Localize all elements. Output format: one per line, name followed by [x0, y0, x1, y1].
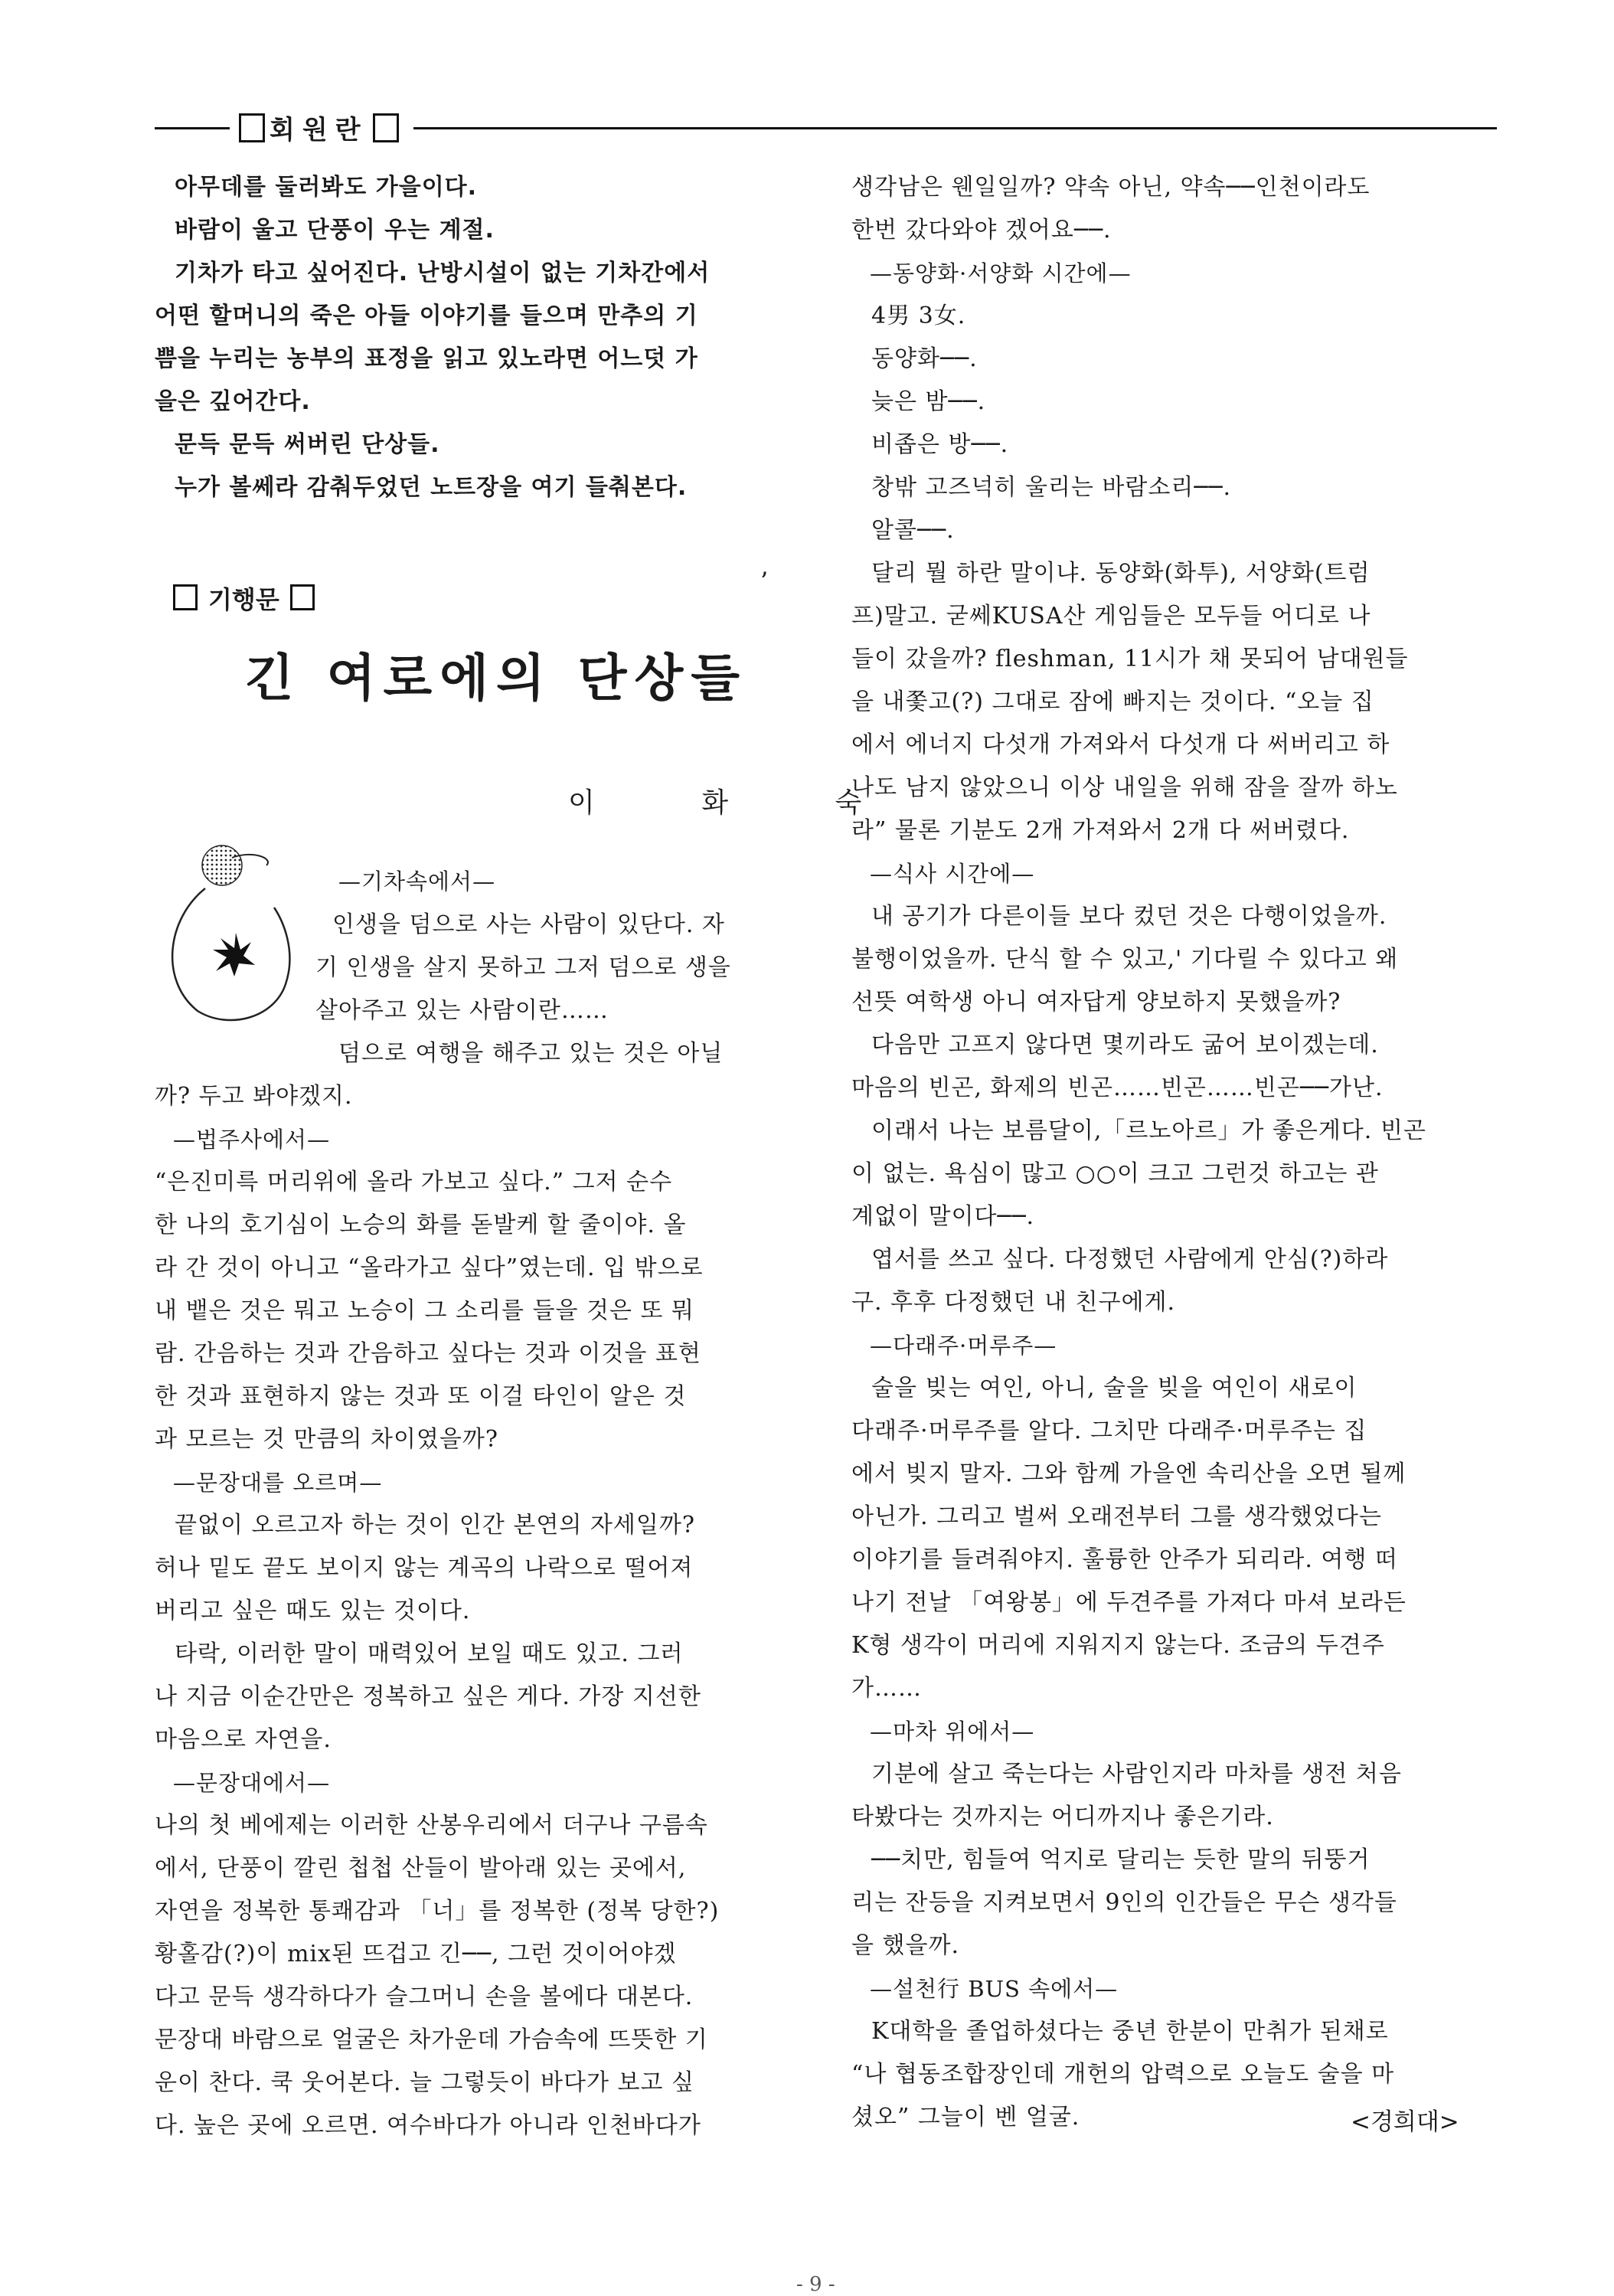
intro-line: 쁨을 누리는 농부의 표정을 읽고 있노라면 어느덧 가: [155, 345, 698, 372]
body-line: 한번 갔다와야 겠어요──.: [851, 217, 1112, 244]
section-label-text: 기행문: [208, 585, 279, 614]
body-line: 내 공기가 다른이들 보다 컸던 것은 다행이었을까.: [871, 903, 1387, 930]
intro-line: 누가 볼쎄라 감춰두었던 노트장을 여기 들춰본다.: [175, 474, 688, 501]
body-line: 문장대 바람으로 얼굴은 차가운데 가슴속에 뜨뜻한 기: [155, 2026, 708, 2053]
body-line: 나기 전날 「여왕봉」에 두견주를 가져다 마셔 보라든: [851, 1589, 1407, 1616]
subheading: —문장대를 오르며—: [173, 1470, 383, 1496]
body-line: “은진미륵 머리위에 올라 가보고 싶다.” 그저 순수: [155, 1169, 673, 1195]
body-line: 프)말고. 굳쎄KUSA산 게임들은 모두들 어디로 나: [851, 603, 1371, 630]
body-line: 나의 첫 베에제는 이러한 산봉우리에서 더구나 구름속: [155, 1812, 708, 1839]
body-line: 선뜻 여학생 아니 여자답게 양보하지 못했을까?: [851, 989, 1341, 1016]
body-line: 허나 밑도 끝도 보이지 않는 계곡의 나락으로 떨어져: [155, 1555, 694, 1581]
body-line: 황홀감(?)이 mix된 뜨겁고 긴──, 그런 것이어야겠: [155, 1941, 677, 1967]
article-author: 이 화 숙: [568, 787, 911, 819]
body-line: 다. 높은 곳에 오르면. 여수바다가 아니라 인천바다가: [155, 2112, 701, 2139]
intro-line: 바람이 울고 단풍이 우는 계절.: [175, 217, 495, 244]
subheading: —기차속에서—: [338, 868, 496, 895]
body-line: 4男 3女.: [871, 303, 966, 329]
page-number: - 9 -: [796, 2273, 835, 2296]
header-rule-right: [413, 127, 1497, 129]
body-line: 람. 간음하는 것과 간음하고 싶다는 것과 이것을 표현: [155, 1340, 701, 1367]
body-line: 들이 갔을까? fleshman, 11시가 채 못되어 남대원들: [851, 646, 1409, 672]
body-line: 달리 뭘 하란 말이냐. 동양화(화투), 서양화(트럼: [871, 560, 1371, 587]
body-line: 가……: [851, 1675, 922, 1702]
body-line: 끝없이 오르고자 하는 것이 인간 본연의 자세일까?: [175, 1512, 695, 1539]
body-line: 나 지금 이순간만은 정복하고 싶은 게다. 가장 지선한: [155, 1683, 701, 1710]
intro-line: 문득 문득 써버린 단상들.: [175, 431, 440, 458]
body-line: 다고 문득 생각하다가 슬그머니 손을 볼에다 대본다.: [155, 1984, 694, 2010]
author-affiliation: <경희대>: [1351, 2108, 1459, 2136]
stray-mark-icon: ʼ: [760, 567, 768, 596]
body-line: 을 내쫓고(?) 그대로 잠에 빠지는 것이다. “오늘 집: [851, 688, 1374, 715]
body-line: 자연을 정복한 통쾌감과 「너」를 정복한 (정복 당한?): [155, 1898, 720, 1925]
subheading: —마차 위에서—: [870, 1719, 1035, 1745]
body-line: 에서 빚지 말자. 그와 함께 가을엔 속리산을 오면 될께: [851, 1460, 1407, 1487]
body-line: 이래서 나는 보름달이,「르노아르」가 좋은게다. 빈곤: [871, 1117, 1426, 1144]
body-line: ──치만, 힘들여 억지로 달리는 듯한 말의 뒤뚱거: [871, 1846, 1371, 1873]
header-title: [234, 109, 404, 146]
header-box-icon: [239, 113, 265, 142]
section-label: [173, 581, 315, 616]
body-line: 라 간 것이 아니고 “올라가고 싶다”였는데. 입 밖으로: [155, 1254, 704, 1281]
body-line: 술을 빚는 여인, 아니, 술을 빚을 여인이 새로이: [871, 1375, 1358, 1401]
body-line: 인생을 덤으로 사는 사람이 있단다. 자: [332, 911, 725, 938]
subheading: —식사 시간에—: [870, 861, 1035, 887]
body-line: “나 협동조합장인데 개헌의 압력으로 오늘도 술을 마: [851, 2061, 1395, 2088]
section-box-icon: [290, 584, 315, 610]
body-line: 과 모르는 것 만큼의 차이였을까?: [155, 1426, 498, 1453]
body-line: 타봤다는 것까지는 어디까지나 좋은기라.: [851, 1804, 1274, 1830]
subheading: —동양화·서양화 시간에—: [870, 260, 1132, 286]
body-line: 계없이 말이다──.: [851, 1203, 1035, 1230]
body-line: 운이 찬다. 쿡 웃어본다. 늘 그렇듯이 바다가 보고 싶: [155, 2069, 694, 2096]
body-line: 동양화──.: [871, 345, 978, 372]
body-line: 셨오” 그늘이 벤 얼굴.: [851, 2104, 1080, 2131]
body-line: 덤으로 여행을 해주고 있는 것은 아닐: [338, 1040, 724, 1067]
body-line: K대학을 졸업하셨다는 중년 한분이 만취가 된채로: [871, 2018, 1389, 2045]
intro-line: 기차가 타고 싶어진다. 난방시설이 없는 기차간에서: [175, 260, 711, 286]
body-line: 에서 에너지 다섯개 가져와서 다섯개 다 써버리고 하: [851, 731, 1390, 758]
body-line: 구. 후후 다정했던 내 친구에게.: [851, 1289, 1175, 1316]
body-line: 한 나의 호기심이 노승의 화를 돋발케 할 줄이야. 올: [155, 1212, 687, 1238]
header-rule-left: [155, 127, 230, 129]
header-title-text: 회원란: [270, 115, 368, 146]
body-line: 리는 잔등을 지켜보면서 9인의 인간들은 무슨 생각들: [851, 1889, 1397, 1916]
body-line: 기 인생을 살지 못하고 그저 덤으로 생을: [315, 954, 731, 981]
body-line: 타락, 이러한 말이 매력있어 보일 때도 있고. 그러: [175, 1640, 684, 1667]
body-line: 버리고 싶은 때도 있는 것이다.: [155, 1598, 471, 1624]
intro-line: 을은 깊어간다.: [155, 388, 311, 415]
subheading: —법주사에서—: [173, 1127, 331, 1153]
body-line: 이 없는. 욕심이 많고 ○○이 크고 그런것 하고는 관: [851, 1160, 1379, 1187]
body-line: 살아주고 있는 사람이란……: [315, 997, 609, 1024]
intro-line: 어떤 할머니의 죽은 아들 이야기를 들으며 만추의 기: [155, 303, 698, 329]
section-box-icon: [173, 584, 198, 610]
body-line: K형 생각이 머리에 지워지지 않는다. 조금의 두견주: [851, 1632, 1385, 1659]
body-line: 을 했을까.: [851, 1932, 959, 1959]
body-line: 비좁은 방──.: [871, 431, 1009, 458]
body-line: 마음으로 자연을.: [155, 1726, 332, 1753]
body-line: 불행이었을까. 단식 할 수 있고,' 기다릴 수 있다고 왜: [851, 946, 1399, 973]
body-line: 아닌가. 그리고 벌써 오래전부터 그를 생각했었다는: [851, 1503, 1382, 1530]
body-line: 다래주·머루주를 알다. 그치만 다래주·머루주는 집: [851, 1418, 1367, 1444]
pear-sketch-icon: [159, 835, 320, 1026]
body-line: 엽서를 쓰고 싶다. 다정했던 사람에게 안심(?)하라: [871, 1246, 1389, 1273]
body-line: 나도 남지 않았으니 이상 내일을 위해 잠을 잘까 하노: [851, 774, 1398, 801]
body-line: 까? 두고 봐야겠지.: [155, 1083, 353, 1110]
body-line: 늦은 밤──.: [871, 388, 986, 415]
body-line: 에서, 단풍이 깔린 첩첩 산들이 발아래 있는 곳에서,: [155, 1855, 687, 1882]
body-line: 이야기를 들려줘야지. 훌륭한 안주가 되리라. 여행 떠: [851, 1546, 1398, 1573]
body-line: 생각남은 웬일일까? 약속 아닌, 약속──인천이라도: [851, 174, 1371, 201]
body-line: 마음의 빈곤, 화제의 빈곤……빈곤……빈곤──가난.: [851, 1074, 1384, 1101]
subheading: —설천行 BUS 속에서—: [870, 1976, 1119, 2002]
body-line: 다음만 고프지 않다면 몇끼라도 굶어 보이겠는데.: [871, 1032, 1379, 1058]
header-box-icon: [373, 113, 399, 142]
body-line: 알콜──.: [871, 517, 955, 544]
body-line: 내 뱉은 것은 뭐고 노승이 그 소리를 들을 것은 또 뭐: [155, 1297, 694, 1324]
intro-line: 아무데를 둘러봐도 가을이다.: [175, 174, 478, 201]
body-line: 창밖 고즈넉히 울리는 바람소리──.: [871, 474, 1232, 501]
body-line: 기분에 살고 죽는다는 사람인지라 마차를 생전 처음: [871, 1761, 1402, 1787]
body-line: 한 것과 표현하지 않는 것과 또 이걸 타인이 알은 것: [155, 1383, 687, 1410]
subheading: —문장대에서—: [173, 1770, 331, 1796]
article-title: 긴 여로에의 단상들: [245, 649, 748, 708]
body-line: 라” 물론 기분도 2개 가져와서 2개 다 써버렸다.: [851, 817, 1350, 844]
subheading: —다래주·머루주—: [870, 1333, 1057, 1359]
